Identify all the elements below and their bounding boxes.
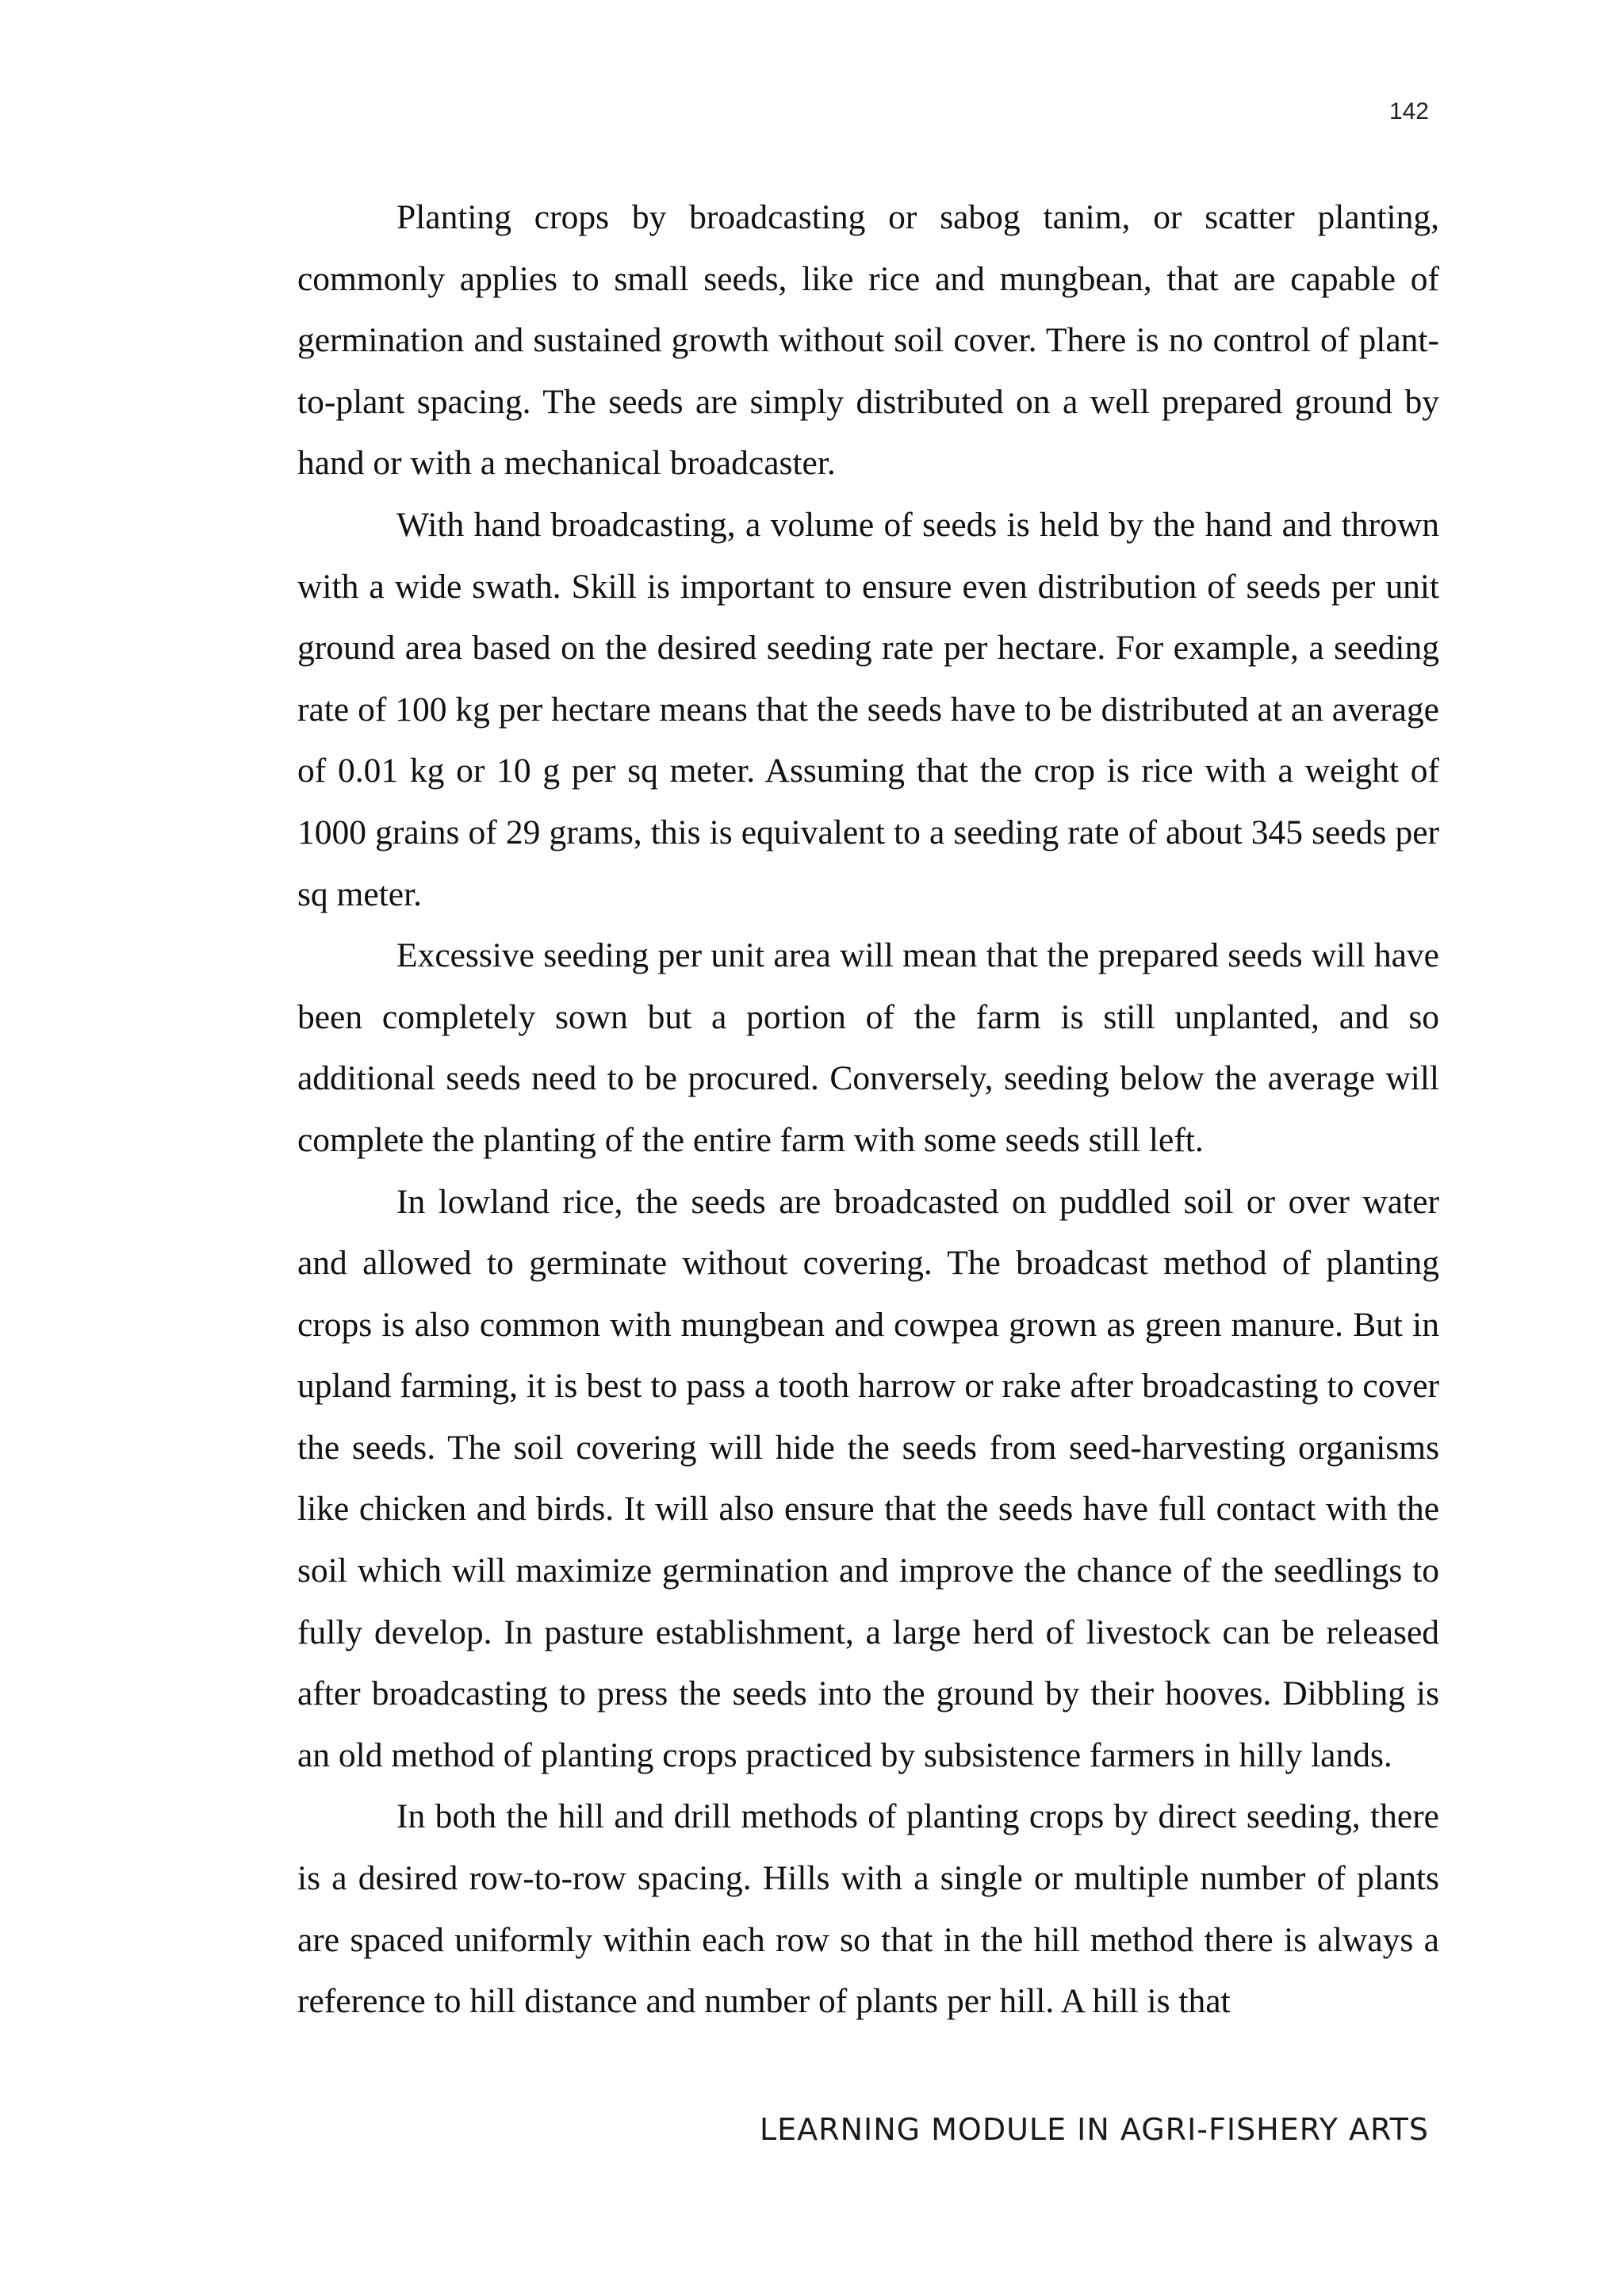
footer-module-title: LEARNING MODULE IN AGRI-FISHERY ARTS bbox=[759, 2112, 1429, 2147]
paragraph-hand-broadcasting: With hand broadcasting, a volume of seeds is held by the hand and thrown with a wide swath. Skill is important to ensure even distribution of seeds per unit ground area based on the desired seeding rate per hectare. For example, a seeding rate of 100 kg per hectare means that the seeds have to be distributed at an average of 0.01 kg or 10 g per sq meter. Assuming that the crop is rice with a weight of 1000 grains of 29 grams, this is equivalent to a seeding rate of about 345 seeds per sq meter. bbox=[297, 505, 1439, 913]
paragraph-lowland-rice: In lowland rice, the seeds are broadcasted on puddled soil or over water and allowed to germinate without covering. The broadcast method of planting crops is also common with mungbean and cowpea grown as green manure. But in upland farming, it is best to pass a tooth harrow or rake after broadcasting to cover the seeds. The soil covering will hide the seeds from seed-harvesting organisms like chicken and birds. It will also ensure that the seeds have full contact with the soil which will maximize germination and improve the chance of the seedlings to fully develop. In pasture establishment, a large herd of livestock can be released after broadcasting to press the seeds into the ground by their hooves. Dibbling is an old method of planting crops practiced by subsistence farmers in hilly lands. bbox=[297, 1182, 1439, 1774]
paragraph-excessive-seeding: Excessive seeding per unit area will mean that the prepared seeds will have been completely sown but a portion of the farm is still unplanted, and so additional seeds need to be procured. Conversely, seeding below the average will complete the planting of the entire farm with some seeds still left. bbox=[297, 936, 1439, 1159]
paragraph-hill-and-drill: In both the hill and drill methods of planting crops by direct seeding, there is a desired row-to-row spacing. Hills with a single or multiple number of plants are spaced uniformly within each row so that in the hill method there is always a reference to hill distance and number of plants per hill. A hill is that bbox=[297, 1797, 1439, 2021]
body-text bbox=[297, 187, 1439, 2033]
page-number: 142 bbox=[1388, 98, 1429, 124]
paragraph-broadcasting: Planting crops by broadcasting or sabog tanim, or scatter planting, commonly applies to small seeds, like rice and mungbean, that are capable of germination and sustained growth without soil cover. There is no control of plant-to-plant spacing. The seeds are simply distributed on a well prepared ground by hand or with a mechanical broadcaster. bbox=[297, 198, 1439, 483]
